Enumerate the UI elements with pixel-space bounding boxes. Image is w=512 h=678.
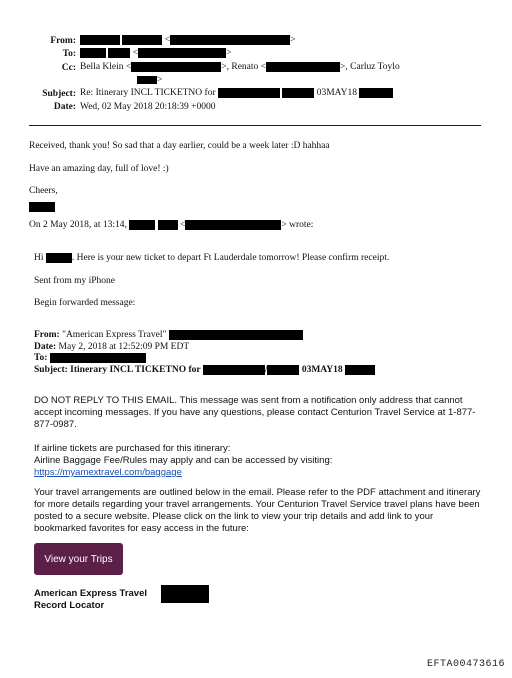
cc-name: Bella Klein: [80, 62, 124, 72]
to-value: < >: [80, 47, 231, 59]
redaction: [122, 35, 162, 45]
sent-from: Sent from my iPhone: [34, 276, 116, 286]
redaction: [129, 220, 155, 230]
redaction: [29, 202, 55, 212]
date-value: Wed, 02 May 2018 20:18:39 +0000: [80, 102, 216, 112]
redaction: [108, 48, 130, 58]
redaction: [203, 365, 265, 375]
fwd-to-label: To:: [34, 353, 48, 364]
no-reply-notice: DO NOT REPLY TO THIS EMAIL. This message was sent from a notification only address that cannot accept incoming messages. If you have any questions, please contact Centurion Travel Service at 1-877-877-0987.: [34, 395, 476, 430]
redaction: [266, 62, 340, 72]
fwd-from: [34, 330, 303, 340]
quoted-hi: Hi: [34, 253, 44, 264]
view-trips-button[interactable]: View your Trips: [34, 543, 123, 575]
to-label: To:: [62, 49, 76, 59]
begin-forwarded: Begin forwarded message:: [34, 298, 136, 308]
redaction: [80, 35, 120, 45]
cc-name: Carluz Toylo: [350, 62, 400, 72]
quoted-ticket-line: [34, 253, 389, 263]
baggage-link[interactable]: https://myamextravel.com/baggage: [34, 467, 182, 478]
redaction: [46, 253, 72, 263]
subject-suffix: 03MAY18: [316, 88, 358, 98]
fwd-to: [34, 353, 146, 363]
reply-line-2: Have an amazing day, full of love! :): [29, 164, 169, 174]
fwd-subject-suffix: 03MAY18: [301, 365, 343, 376]
reply-line-1: Received, thank you! So sad that a day earlier, could be a week later :D hahhaa: [29, 141, 330, 151]
quote-intro: On 2 May 2018, at 13:14, < > wrote:: [29, 220, 314, 231]
signature-redacted: [29, 198, 55, 216]
fwd-date-value: May 2, 2018 at 12:52:09 PM EDT: [58, 342, 190, 352]
redaction: [50, 353, 146, 363]
redaction: [137, 76, 157, 84]
redaction: [282, 88, 314, 98]
subject-label: Subject:: [42, 89, 76, 99]
cc-value: Bella Klein < >, Renato < >, Carluz Toylo: [80, 62, 400, 72]
redaction: [131, 62, 221, 72]
baggage-notice: [34, 443, 484, 479]
redaction: [359, 88, 393, 98]
quote-intro-text: On 2 May 2018, at 13:14,: [29, 220, 127, 231]
from-label: From:: [50, 36, 76, 46]
redaction: [218, 88, 280, 98]
baggage-line-2: Airline Baggage Fee/Rules may apply and can be accessed by visiting:: [34, 455, 333, 466]
redaction: [267, 365, 299, 375]
fwd-date: [34, 342, 189, 352]
cc-value-cont: >: [137, 74, 162, 86]
fwd-from-label: From:: [34, 330, 60, 341]
redaction: [158, 220, 178, 230]
from-value: < >: [80, 34, 295, 46]
quote-wrote: wrote:: [289, 220, 314, 231]
reply-signoff: Cheers,: [29, 186, 58, 196]
cc-label: Cc:: [61, 63, 76, 73]
locator-line-2: Record Locator: [34, 600, 105, 611]
travel-arrangements: Your travel arrangements are outlined below in the email. Please refer to the PDF attachment and itinerary for more details regarding your travel arrangements. Your Centurion Travel Service travel plans have been posted to a secure website. Please click on the link to view your trip details and add link to your bookmarked favorites for easy access in the future:: [34, 487, 481, 534]
redaction: [170, 35, 290, 45]
fwd-from-value: "American Express Travel": [62, 330, 167, 341]
fwd-subject-value: Itinerary INCL TICKETNO for: [70, 365, 201, 376]
document-id: EFTA00473616: [426, 659, 505, 670]
date-label: Date:: [53, 102, 76, 112]
redaction: [345, 365, 375, 375]
locator-redacted: [161, 585, 209, 603]
redaction: [169, 330, 303, 340]
quoted-ticket-text: . Here is your new ticket to depart Ft Lauderdale tomorrow! Please confirm receipt.: [71, 253, 390, 264]
fwd-subject: Subject: Itinerary INCL TICKETNO for / 03MAY18: [34, 365, 375, 375]
locator-line-1: American Express Travel: [34, 588, 148, 599]
header-divider: [29, 125, 481, 126]
fwd-subject-label: Subject:: [34, 365, 68, 376]
cc-name: Renato: [231, 62, 259, 72]
redaction: [80, 48, 106, 58]
fwd-date-label: Date:: [34, 342, 57, 352]
redaction: [161, 585, 209, 603]
baggage-line-1: If airline tickets are purchased for this itinerary:: [34, 443, 231, 454]
subject-value: [80, 87, 393, 99]
redaction: [185, 220, 281, 230]
subject-text: Re: Itinerary INCL TICKETNO for: [80, 88, 216, 98]
redaction: [138, 48, 226, 58]
